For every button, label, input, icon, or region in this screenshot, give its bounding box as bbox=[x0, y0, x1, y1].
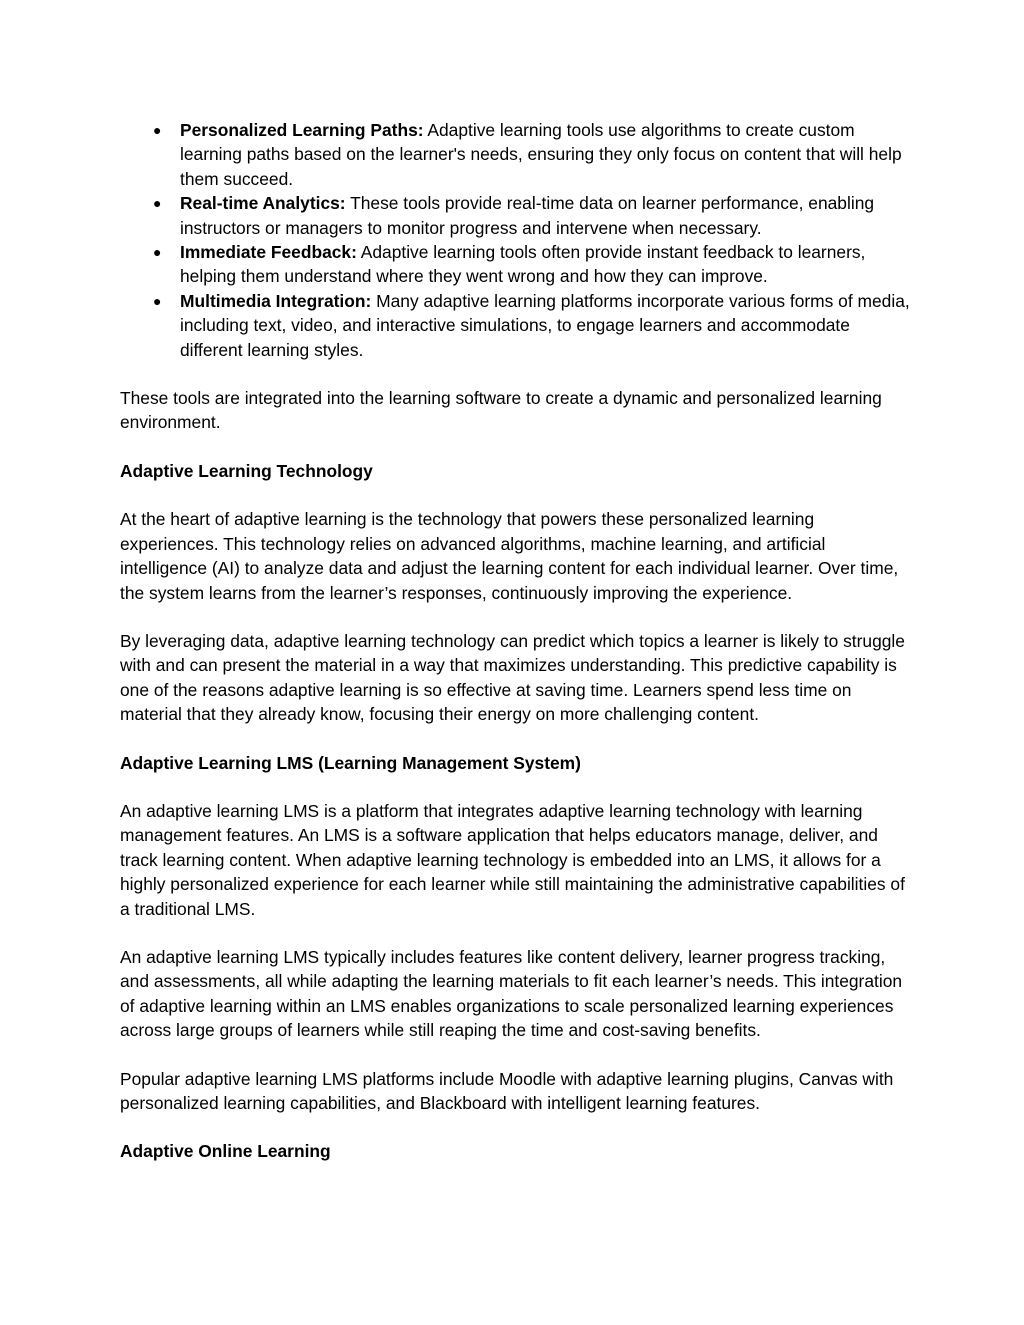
section-heading-adaptive-online-learning: Adaptive Online Learning bbox=[120, 1141, 331, 1162]
paragraph: Popular adaptive learning LMS platforms include Moodle with adaptive learning plugins, Canvas with personalized learning capabilities, and Blackboard with intelligent learning features. bbox=[120, 1068, 894, 1113]
paragraph: An adaptive learning LMS typically includes features like content delivery, learner progress tracking, and assessments, all while adapting the learning materials to fit each learner’s needs. This integration of adaptive learning within an LMS enables organizations to scale personalized learning experiences across large groups of learners while still reaping the time and cost-saving benefits. bbox=[120, 946, 903, 1041]
bullet-text: Many adaptive learning platforms incorporate various forms of media, including text, video, and interactive simulations, to engage learners and accommodate different learning styles. bbox=[180, 290, 910, 360]
section-heading-adaptive-learning-technology: Adaptive Learning Technology bbox=[120, 460, 373, 481]
paragraph: At the heart of adaptive learning is the technology that powers these personalized learning experiences. This technology relies on advanced algorithms, machine learning, and artificial intelligence (AI) to analyze data and adjust the learning content for each individual learner. Over time, the system learns from the learner’s responses, continuously improving the experience. bbox=[120, 509, 899, 603]
section-heading-adaptive-learning-lms: Adaptive Learning LMS (Learning Management System) bbox=[120, 752, 581, 773]
bullet-item-real-time-analytics bbox=[120, 191, 910, 240]
bullet-term: Multimedia Integration: bbox=[180, 290, 372, 311]
bullet-item-multimedia-integration bbox=[120, 289, 910, 362]
paragraph: An adaptive learning LMS is a platform that integrates adaptive learning technology with learning management features. An LMS is a software application that helps educators manage, deliver, and track learning content. When adaptive learning technology is embedded into an LMS, it allows for a highly personalized experience for each learner while still maintaining the administrative capabilities of a traditional LMS. bbox=[120, 800, 905, 919]
bullet-text: Adaptive learning tools often provide instant feedback to learners, helping them understand where they went wrong and how they can improve. bbox=[180, 242, 866, 287]
bullet-icon: ● bbox=[153, 244, 162, 261]
feature-bullet-list bbox=[120, 118, 910, 362]
bullet-term: Immediate Feedback: bbox=[180, 242, 357, 263]
bullet-icon: ● bbox=[153, 292, 162, 309]
paragraph: By leveraging data, adaptive learning technology can predict which topics a learner is likely to struggle with and can present the material in a way that maximizes understanding. This predictive capability is one of the reasons adaptive learning is so effective at saving time. Learners spend less time on material that they already know, focusing their energy on more challenging content. bbox=[120, 630, 905, 725]
bullet-text: Adaptive learning tools use algorithms to create custom learning paths based on the learner's needs, ensuring they only focus on content that will help them succeed. bbox=[180, 120, 902, 189]
bullet-term: Personalized Learning Paths: bbox=[180, 120, 424, 140]
bullet-term: Real-time Analytics: bbox=[180, 193, 346, 214]
intro-paragraph: These tools are integrated into the learning software to create a dynamic and personalized learning environment. bbox=[120, 388, 882, 433]
bullet-text: These tools provide real-time data on learner performance, enabling instructors or managers to monitor progress and intervene when necessary. bbox=[180, 193, 875, 238]
bullet-item-immediate-feedback bbox=[120, 240, 910, 289]
bullet-item-personalized-learning-paths bbox=[120, 118, 910, 191]
bullet-icon: ● bbox=[153, 195, 162, 212]
document-body bbox=[120, 118, 910, 1164]
bullet-icon: ● bbox=[153, 122, 162, 138]
